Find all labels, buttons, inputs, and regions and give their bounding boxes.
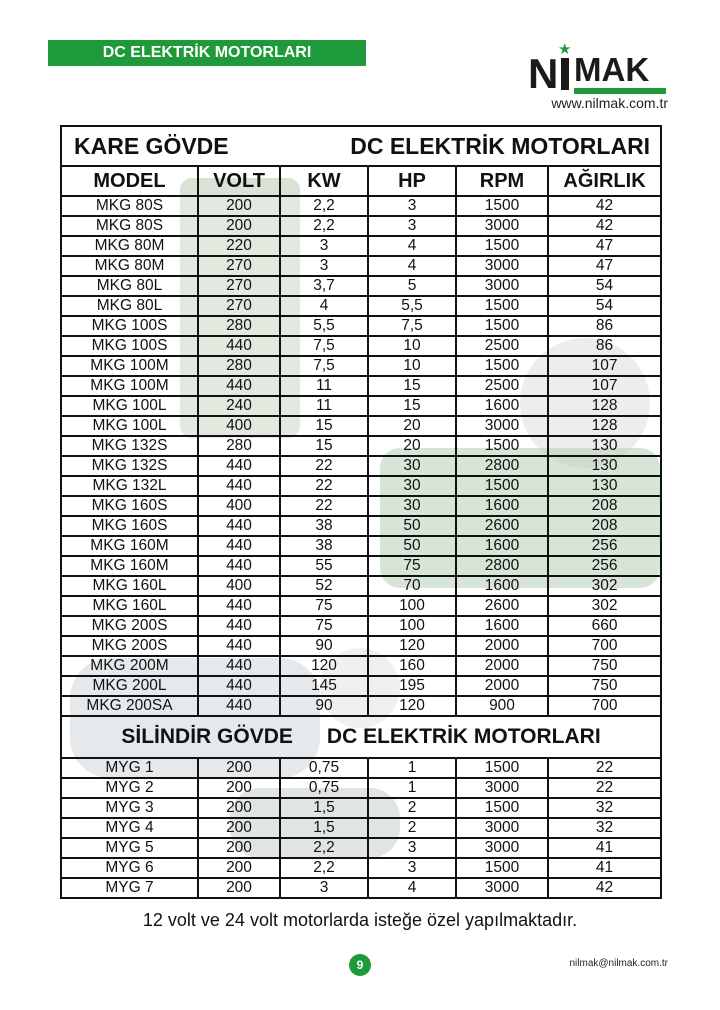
table-cell: 3000 (456, 818, 548, 838)
table-cell: MKG 80L (61, 296, 198, 316)
table-cell: MKG 160M (61, 556, 198, 576)
table-cell: 128 (548, 416, 661, 436)
kare-govde-row (61, 296, 661, 316)
table-cell: 280 (198, 316, 280, 336)
table-cell: 1500 (456, 436, 548, 456)
table-cell: 42 (548, 216, 661, 236)
table-cell: 1500 (456, 798, 548, 818)
table-cell: MKG 100S (61, 336, 198, 356)
table-cell: 440 (198, 636, 280, 656)
table-cell: 2,2 (280, 838, 368, 858)
table-cell: 128 (548, 396, 661, 416)
table-cell: MYG 7 (61, 878, 198, 898)
kare-govde-caption-row (61, 126, 661, 166)
table-cell: 55 (280, 556, 368, 576)
table-cell: 1 (368, 758, 456, 778)
table-cell: 120 (368, 696, 456, 716)
table-cell: 2,2 (280, 216, 368, 236)
table-cell: MYG 2 (61, 778, 198, 798)
table-cell: 1600 (456, 576, 548, 596)
table-cell: 130 (548, 436, 661, 456)
table-cell: 302 (548, 596, 661, 616)
table-cell: 3 (280, 236, 368, 256)
table-cell: 5,5 (368, 296, 456, 316)
table-cell: MKG 160L (61, 596, 198, 616)
table-cell: 107 (548, 356, 661, 376)
kare-govde-row (61, 316, 661, 336)
table-cell: 700 (548, 696, 661, 716)
table-cell: 400 (198, 576, 280, 596)
table-cell: 3000 (456, 838, 548, 858)
col-header-agirlik: AĞIRLIK (548, 166, 661, 196)
table-cell: 1500 (456, 296, 548, 316)
table-cell: MYG 3 (61, 798, 198, 818)
table-cell: 200 (198, 216, 280, 236)
table-cell: 30 (368, 496, 456, 516)
table-cell: 15 (368, 396, 456, 416)
kare-govde-row (61, 336, 661, 356)
table-cell: 30 (368, 456, 456, 476)
col-header-hp: HP (368, 166, 456, 196)
col-header-volt: VOLT (198, 166, 280, 196)
table-cell: 3000 (456, 216, 548, 236)
table-cell: MKG 132S (61, 456, 198, 476)
col-header-model: MODEL (61, 166, 198, 196)
table-cell: 11 (280, 396, 368, 416)
table-cell: 15 (280, 416, 368, 436)
table-cell: 200 (198, 838, 280, 858)
table-cell: 3000 (456, 878, 548, 898)
table-cell: 440 (198, 556, 280, 576)
table-cell: 5 (368, 276, 456, 296)
table-cell: MKG 80M (61, 256, 198, 276)
table-cell: 1,5 (280, 798, 368, 818)
table-cell: 1500 (456, 858, 548, 878)
table-cell: MKG 80S (61, 196, 198, 216)
kare-govde-row (61, 456, 661, 476)
table-cell: 54 (548, 296, 661, 316)
table-cell: 2 (368, 798, 456, 818)
table-cell: 3 (368, 838, 456, 858)
kare-govde-row (61, 636, 661, 656)
logo-letter-n: N (528, 50, 559, 97)
table-cell: 1500 (456, 758, 548, 778)
table-cell: 3 (368, 196, 456, 216)
table-cell: 145 (280, 676, 368, 696)
table-cell: 3,7 (280, 276, 368, 296)
table-cell: 700 (548, 636, 661, 656)
table-cell: 22 (280, 476, 368, 496)
motor-spec-table (60, 125, 662, 899)
table-cell: 3 (368, 858, 456, 878)
table-cell: 200 (198, 798, 280, 818)
table-cell: MKG 132S (61, 436, 198, 456)
table-cell: 4 (280, 296, 368, 316)
table-cell: 10 (368, 356, 456, 376)
table-cell: 440 (198, 336, 280, 356)
table-cell: MKG 200S (61, 616, 198, 636)
table-cell: 20 (368, 436, 456, 456)
table-cell: 1600 (456, 536, 548, 556)
table-cell: 86 (548, 336, 661, 356)
table-cell: 220 (198, 236, 280, 256)
motor-spec-table-wrapper (60, 125, 660, 899)
table-cell: 5,5 (280, 316, 368, 336)
table-cell: 2500 (456, 376, 548, 396)
table-cell: 200 (198, 878, 280, 898)
table-cell: 11 (280, 376, 368, 396)
table-cell: 38 (280, 536, 368, 556)
table-cell: MYG 5 (61, 838, 198, 858)
logo-underline (574, 88, 666, 94)
table-cell: 30 (368, 476, 456, 496)
kare-govde-row (61, 576, 661, 596)
table-cell: 2600 (456, 596, 548, 616)
table-cell: 160 (368, 656, 456, 676)
table-cell: 7,5 (280, 356, 368, 376)
table-cell: 120 (368, 636, 456, 656)
website-url: www.nilmak.com.tr (551, 95, 668, 111)
table-cell: 0,75 (280, 778, 368, 798)
table-cell: 2800 (456, 556, 548, 576)
table-cell: 900 (456, 696, 548, 716)
table-cell: MKG 200M (61, 656, 198, 676)
table-cell: 440 (198, 596, 280, 616)
table-cell: 50 (368, 516, 456, 536)
table-cell: 7,5 (368, 316, 456, 336)
table-cell: 130 (548, 476, 661, 496)
logo-letter-i (561, 58, 569, 90)
table-cell: 90 (280, 696, 368, 716)
table-cell: 440 (198, 696, 280, 716)
table-cell: 660 (548, 616, 661, 636)
table-cell: 1600 (456, 496, 548, 516)
kare-govde-row (61, 276, 661, 296)
table-cell: 3000 (456, 416, 548, 436)
kare-govde-row (61, 696, 661, 716)
table-cell: 200 (198, 758, 280, 778)
table-cell: MKG 80M (61, 236, 198, 256)
page-number-badge: 9 (349, 954, 371, 976)
table-cell: 270 (198, 256, 280, 276)
table-cell: 440 (198, 656, 280, 676)
table-cell: 200 (198, 778, 280, 798)
table-cell: 195 (368, 676, 456, 696)
table-cell: 50 (368, 536, 456, 556)
table-cell: 2,2 (280, 858, 368, 878)
table-cell: 4 (368, 236, 456, 256)
kare-govde-row (61, 616, 661, 636)
table-cell: 47 (548, 236, 661, 256)
table-cell: 208 (548, 516, 661, 536)
table-cell: 2000 (456, 656, 548, 676)
kare-govde-row (61, 396, 661, 416)
table-cell: MKG 100L (61, 416, 198, 436)
silindir-govde-row (61, 798, 661, 818)
kare-govde-row (61, 556, 661, 576)
email-address: nilmak@nilmak.com.tr (569, 958, 668, 969)
silindir-govde-subtitle: DC ELEKTRİK MOTORLARI (326, 725, 601, 748)
table-cell: 22 (280, 496, 368, 516)
table-cell: 75 (368, 556, 456, 576)
table-cell: 54 (548, 276, 661, 296)
silindir-govde-caption-row (61, 716, 661, 758)
silindir-govde-title: SİLİNDİR GÖVDE (121, 725, 293, 748)
table-cell: MKG 100L (61, 396, 198, 416)
kare-govde-row (61, 476, 661, 496)
table-cell: 2000 (456, 676, 548, 696)
table-cell: 22 (548, 758, 661, 778)
table-cell: 3000 (456, 778, 548, 798)
table-cell: 1600 (456, 396, 548, 416)
table-cell: 52 (280, 576, 368, 596)
table-cell: 208 (548, 496, 661, 516)
section-title-banner: DC ELEKTRİK MOTORLARI (48, 40, 366, 66)
table-cell: MKG 160M (61, 536, 198, 556)
table-cell: 200 (198, 818, 280, 838)
kare-govde-row (61, 536, 661, 556)
table-cell: 1600 (456, 616, 548, 636)
table-cell: MYG 6 (61, 858, 198, 878)
nilmak-logo (528, 41, 670, 97)
kare-govde-row (61, 256, 661, 276)
table-cell: 10 (368, 336, 456, 356)
table-cell: 47 (548, 256, 661, 276)
table-cell: 38 (280, 516, 368, 536)
table-cell: MKG 160L (61, 576, 198, 596)
table-cell: 270 (198, 276, 280, 296)
table-cell: MKG 160S (61, 516, 198, 536)
table-cell: 100 (368, 596, 456, 616)
footnote: 12 volt ve 24 volt motorlarda isteğe özel yapılmaktadır. (142, 910, 578, 930)
table-cell: 440 (198, 456, 280, 476)
table-cell: 42 (548, 878, 661, 898)
table-cell: 22 (548, 778, 661, 798)
kare-govde-row (61, 196, 661, 216)
silindir-govde-row (61, 778, 661, 798)
table-cell: 90 (280, 636, 368, 656)
kare-govde-row (61, 596, 661, 616)
table-cell: 3 (280, 256, 368, 276)
table-cell: 107 (548, 376, 661, 396)
table-cell: MKG 132L (61, 476, 198, 496)
table-cell: MYG 4 (61, 818, 198, 838)
kare-govde-row (61, 216, 661, 236)
kare-govde-row (61, 436, 661, 456)
table-cell: MKG 80S (61, 216, 198, 236)
silindir-govde-row (61, 858, 661, 878)
kare-govde-row (61, 236, 661, 256)
table-cell: MKG 100M (61, 356, 198, 376)
table-cell: 15 (368, 376, 456, 396)
column-header-row (61, 166, 661, 196)
table-cell: 400 (198, 496, 280, 516)
table-cell: MKG 200L (61, 676, 198, 696)
silindir-govde-row (61, 818, 661, 838)
table-cell: 41 (548, 838, 661, 858)
table-cell: 100 (368, 616, 456, 636)
table-cell: 1500 (456, 316, 548, 336)
table-cell: 270 (198, 296, 280, 316)
table-cell: 15 (280, 436, 368, 456)
table-cell: 440 (198, 516, 280, 536)
table-cell: 440 (198, 376, 280, 396)
table-cell: 440 (198, 616, 280, 636)
table-cell: 2600 (456, 516, 548, 536)
kare-govde-row (61, 676, 661, 696)
table-cell: 440 (198, 476, 280, 496)
kare-govde-row (61, 656, 661, 676)
table-cell: 86 (548, 316, 661, 336)
table-cell: 20 (368, 416, 456, 436)
table-cell: 750 (548, 656, 661, 676)
table-cell: 70 (368, 576, 456, 596)
table-cell: 750 (548, 676, 661, 696)
table-cell: 2 (368, 818, 456, 838)
kare-govde-title: KARE GÖVDE (74, 133, 229, 159)
kare-govde-row (61, 496, 661, 516)
table-cell: 22 (280, 456, 368, 476)
table-cell: 280 (198, 436, 280, 456)
silindir-govde-row (61, 838, 661, 858)
table-cell: 440 (198, 536, 280, 556)
table-cell: 75 (280, 616, 368, 636)
table-cell: 41 (548, 858, 661, 878)
table-cell: 1500 (456, 476, 548, 496)
table-cell: MYG 1 (61, 758, 198, 778)
table-cell: 42 (548, 196, 661, 216)
kare-govde-row (61, 356, 661, 376)
table-cell: 1500 (456, 236, 548, 256)
table-cell: 440 (198, 676, 280, 696)
kare-govde-subtitle: DC ELEKTRİK MOTORLARI (350, 133, 651, 159)
logo-letters-mak: MAK (574, 51, 650, 88)
star-icon: ★ (558, 41, 572, 58)
table-cell: 200 (198, 196, 280, 216)
table-cell: MKG 100S (61, 316, 198, 336)
table-cell: 3 (368, 216, 456, 236)
table-cell: 240 (198, 396, 280, 416)
table-cell: 2800 (456, 456, 548, 476)
table-cell: 130 (548, 456, 661, 476)
table-cell: 3 (280, 878, 368, 898)
table-cell: 32 (548, 798, 661, 818)
kare-govde-row (61, 516, 661, 536)
silindir-govde-row (61, 878, 661, 898)
table-cell: 200 (198, 858, 280, 878)
table-cell: 1,5 (280, 818, 368, 838)
table-cell: 1 (368, 778, 456, 798)
table-cell: 32 (548, 818, 661, 838)
table-cell: 0,75 (280, 758, 368, 778)
table-cell: 7,5 (280, 336, 368, 356)
table-cell: 1500 (456, 356, 548, 376)
table-cell: 120 (280, 656, 368, 676)
table-cell: 4 (368, 256, 456, 276)
table-cell: MKG 160S (61, 496, 198, 516)
table-cell: MKG 200SA (61, 696, 198, 716)
col-header-kw: KW (280, 166, 368, 196)
table-cell: 280 (198, 356, 280, 376)
kare-govde-row (61, 376, 661, 396)
table-cell: MKG 100M (61, 376, 198, 396)
table-cell: 256 (548, 536, 661, 556)
table-cell: 302 (548, 576, 661, 596)
table-cell: 400 (198, 416, 280, 436)
table-cell: 3000 (456, 256, 548, 276)
table-cell: 256 (548, 556, 661, 576)
kare-govde-row (61, 416, 661, 436)
table-cell: 3000 (456, 276, 548, 296)
table-cell: 4 (368, 878, 456, 898)
table-cell: 2000 (456, 636, 548, 656)
col-header-rpm: RPM (456, 166, 548, 196)
table-cell: MKG 80L (61, 276, 198, 296)
table-cell: 2,2 (280, 196, 368, 216)
table-cell: 1500 (456, 196, 548, 216)
table-cell: 2500 (456, 336, 548, 356)
table-cell: 75 (280, 596, 368, 616)
silindir-govde-row (61, 758, 661, 778)
table-cell: MKG 200S (61, 636, 198, 656)
